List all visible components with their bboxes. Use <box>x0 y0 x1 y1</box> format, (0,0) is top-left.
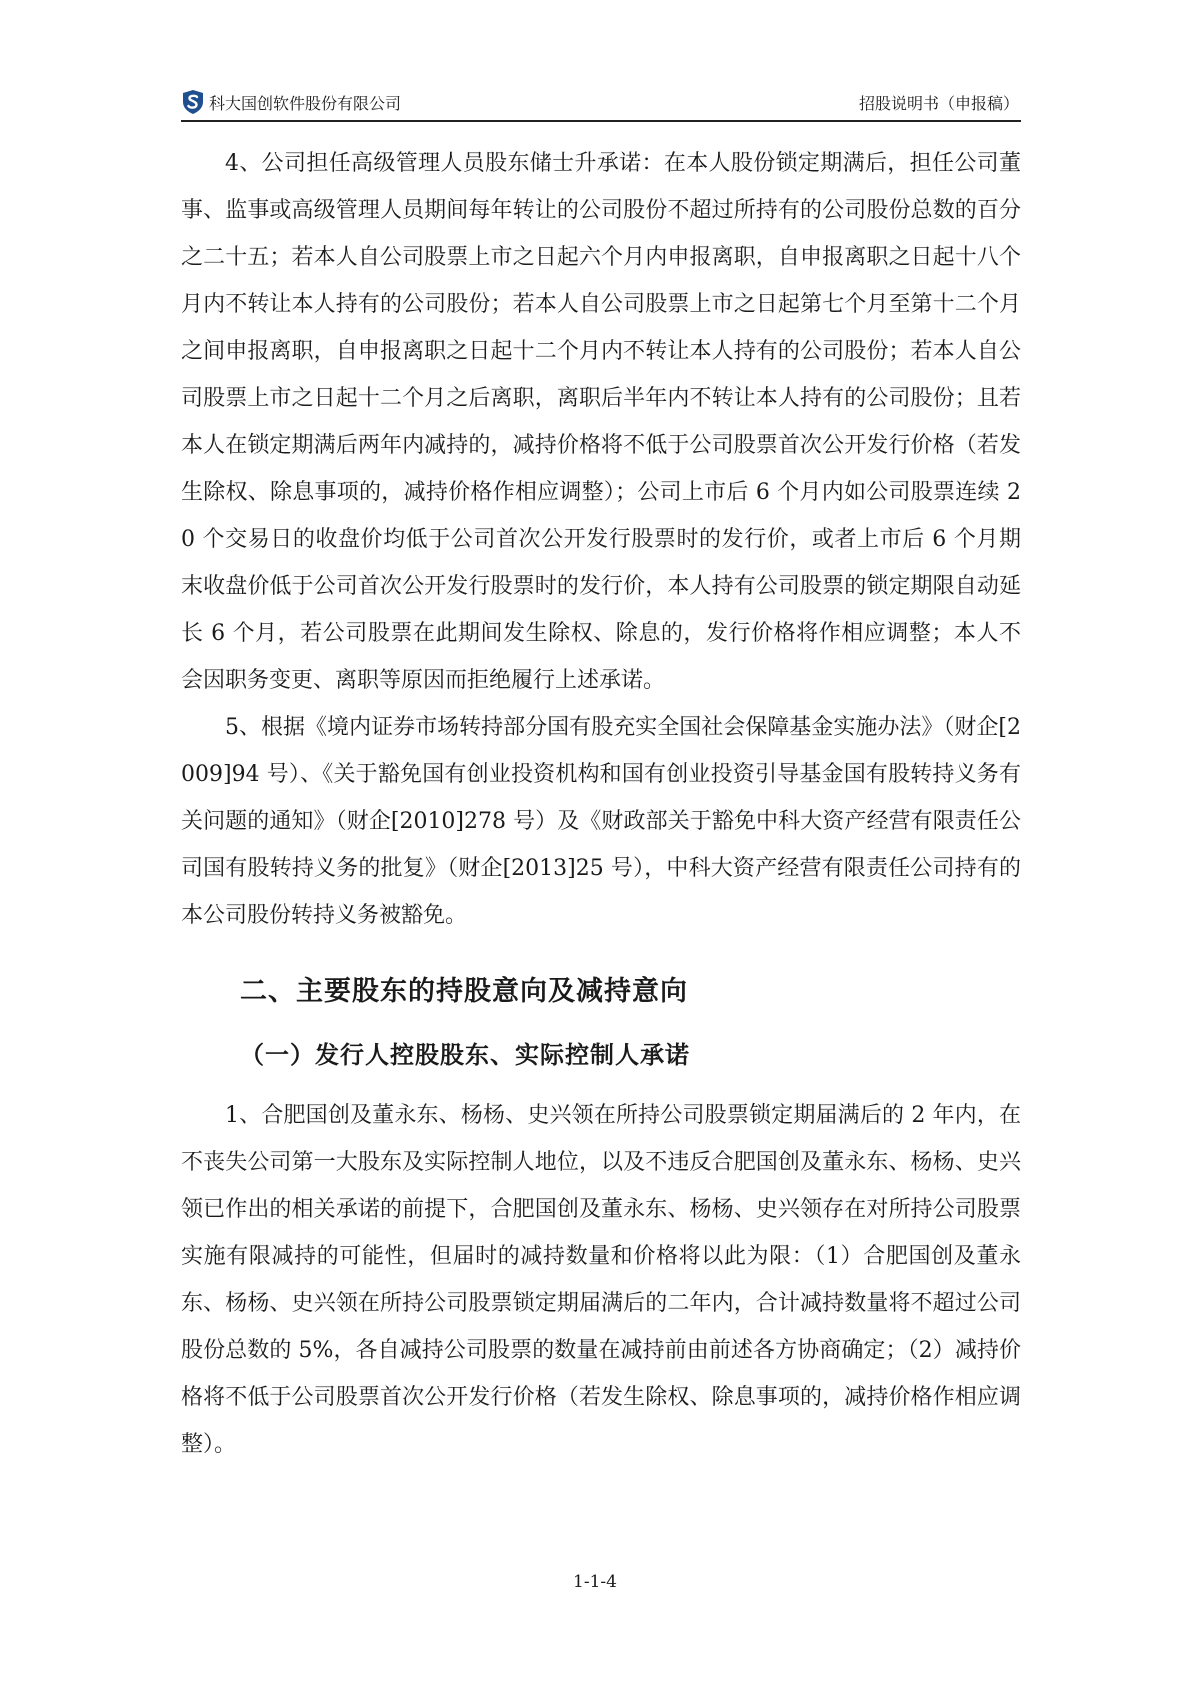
paragraph-item-5: 5、根据《境内证券市场转持部分国有股充实全国社会保障基金实施办法》（财企[2009]94 号）、《关于豁免国有创业投资机构和国有创业投资引导基金国有股转持义务有关问题的通知》（财企[2010]278 号）及《财政部关于豁免中科大资产经营有限责任公司国有股转持义务的批复》（财企[2013]25 号），中科大资产经营有限责任公司持有的本公司股份转持义务被豁免。 <box>181 715 1021 928</box>
paragraph-item-1: 1、合肥国创及董永东、杨杨、史兴领在所持公司股票锁定期届满后的 2 年内，在不丧失公司第一大股东及实际控制人地位，以及不违反合肥国创及董永东、杨杨、史兴领已作出的相关承诺的前提下，合肥国创及董永东、杨杨、史兴领存在对所持公司股票实施有限减持的可能性，但届时的减持数量和价格将以此为限：（1）合肥国创及董永东、杨杨、史兴领在所持公司股票锁定期届满后的二年内，合计减持数量将不超过公司股份总数的 5%，各自减持公司股票的数量在减持前由前述各方协商确定；（2）减持价格将不低于公司股票首次公开发行价格（若发生除权、除息事项的，减持价格作相应调整）。 <box>181 1103 1021 1457</box>
header-rule <box>181 120 1021 122</box>
page-header <box>181 86 1021 122</box>
subsection-heading: （一）发行人控股股东、实际控制人承诺 <box>240 1041 690 1069</box>
section-heading: 二、主要股东的持股意向及减持意向 <box>240 976 688 1007</box>
company-logo-icon <box>181 89 205 115</box>
page-body <box>181 140 1021 1468</box>
company-name: 科大国创软件股份有限公司 <box>209 94 402 113</box>
paragraph-item-4: 4、公司担任高级管理人员股东储士升承诺：在本人股份锁定期满后，担任公司董事、监事或高级管理人员期间每年转让的公司股份不超过所持有的公司股份总数的百分之二十五；若本人自公司股票上市之日起六个月内申报离职，自申报离职之日起十八个月内不转让本人持有的公司股份；若本人自公司股票上市之日起第七个月至第十二个月之间申报离职，自申报离职之日起十二个月内不转让本人持有的公司股份；若本人自公司股票上市之日起十二个月之后离职，离职后半年内不转让本人持有的公司股份；且若本人在锁定期满后两年内减持的，减持价格将不低于公司股票首次公开发行价格（若发生除权、除息事项的，减持价格作相应调整）；公司上市后 6 个月内如公司股票连续 20 个交易日的收盘价均低于公司首次公开发行股票时的发行价，或者上市后 6 个月期末收盘价低于公司首次公开发行股票时的发行价，本人持有公司股票的锁定期限自动延长 6 个月，若公司股票在此期间发生除权、除息的，发行价格将作相应调整；本人不会因职务变更、离职等原因而拒绝履行上述承诺。 <box>181 151 1021 693</box>
document-type: 招股说明书（申报稿） <box>858 94 1019 113</box>
page-number: 1-1-4 <box>573 1572 617 1592</box>
